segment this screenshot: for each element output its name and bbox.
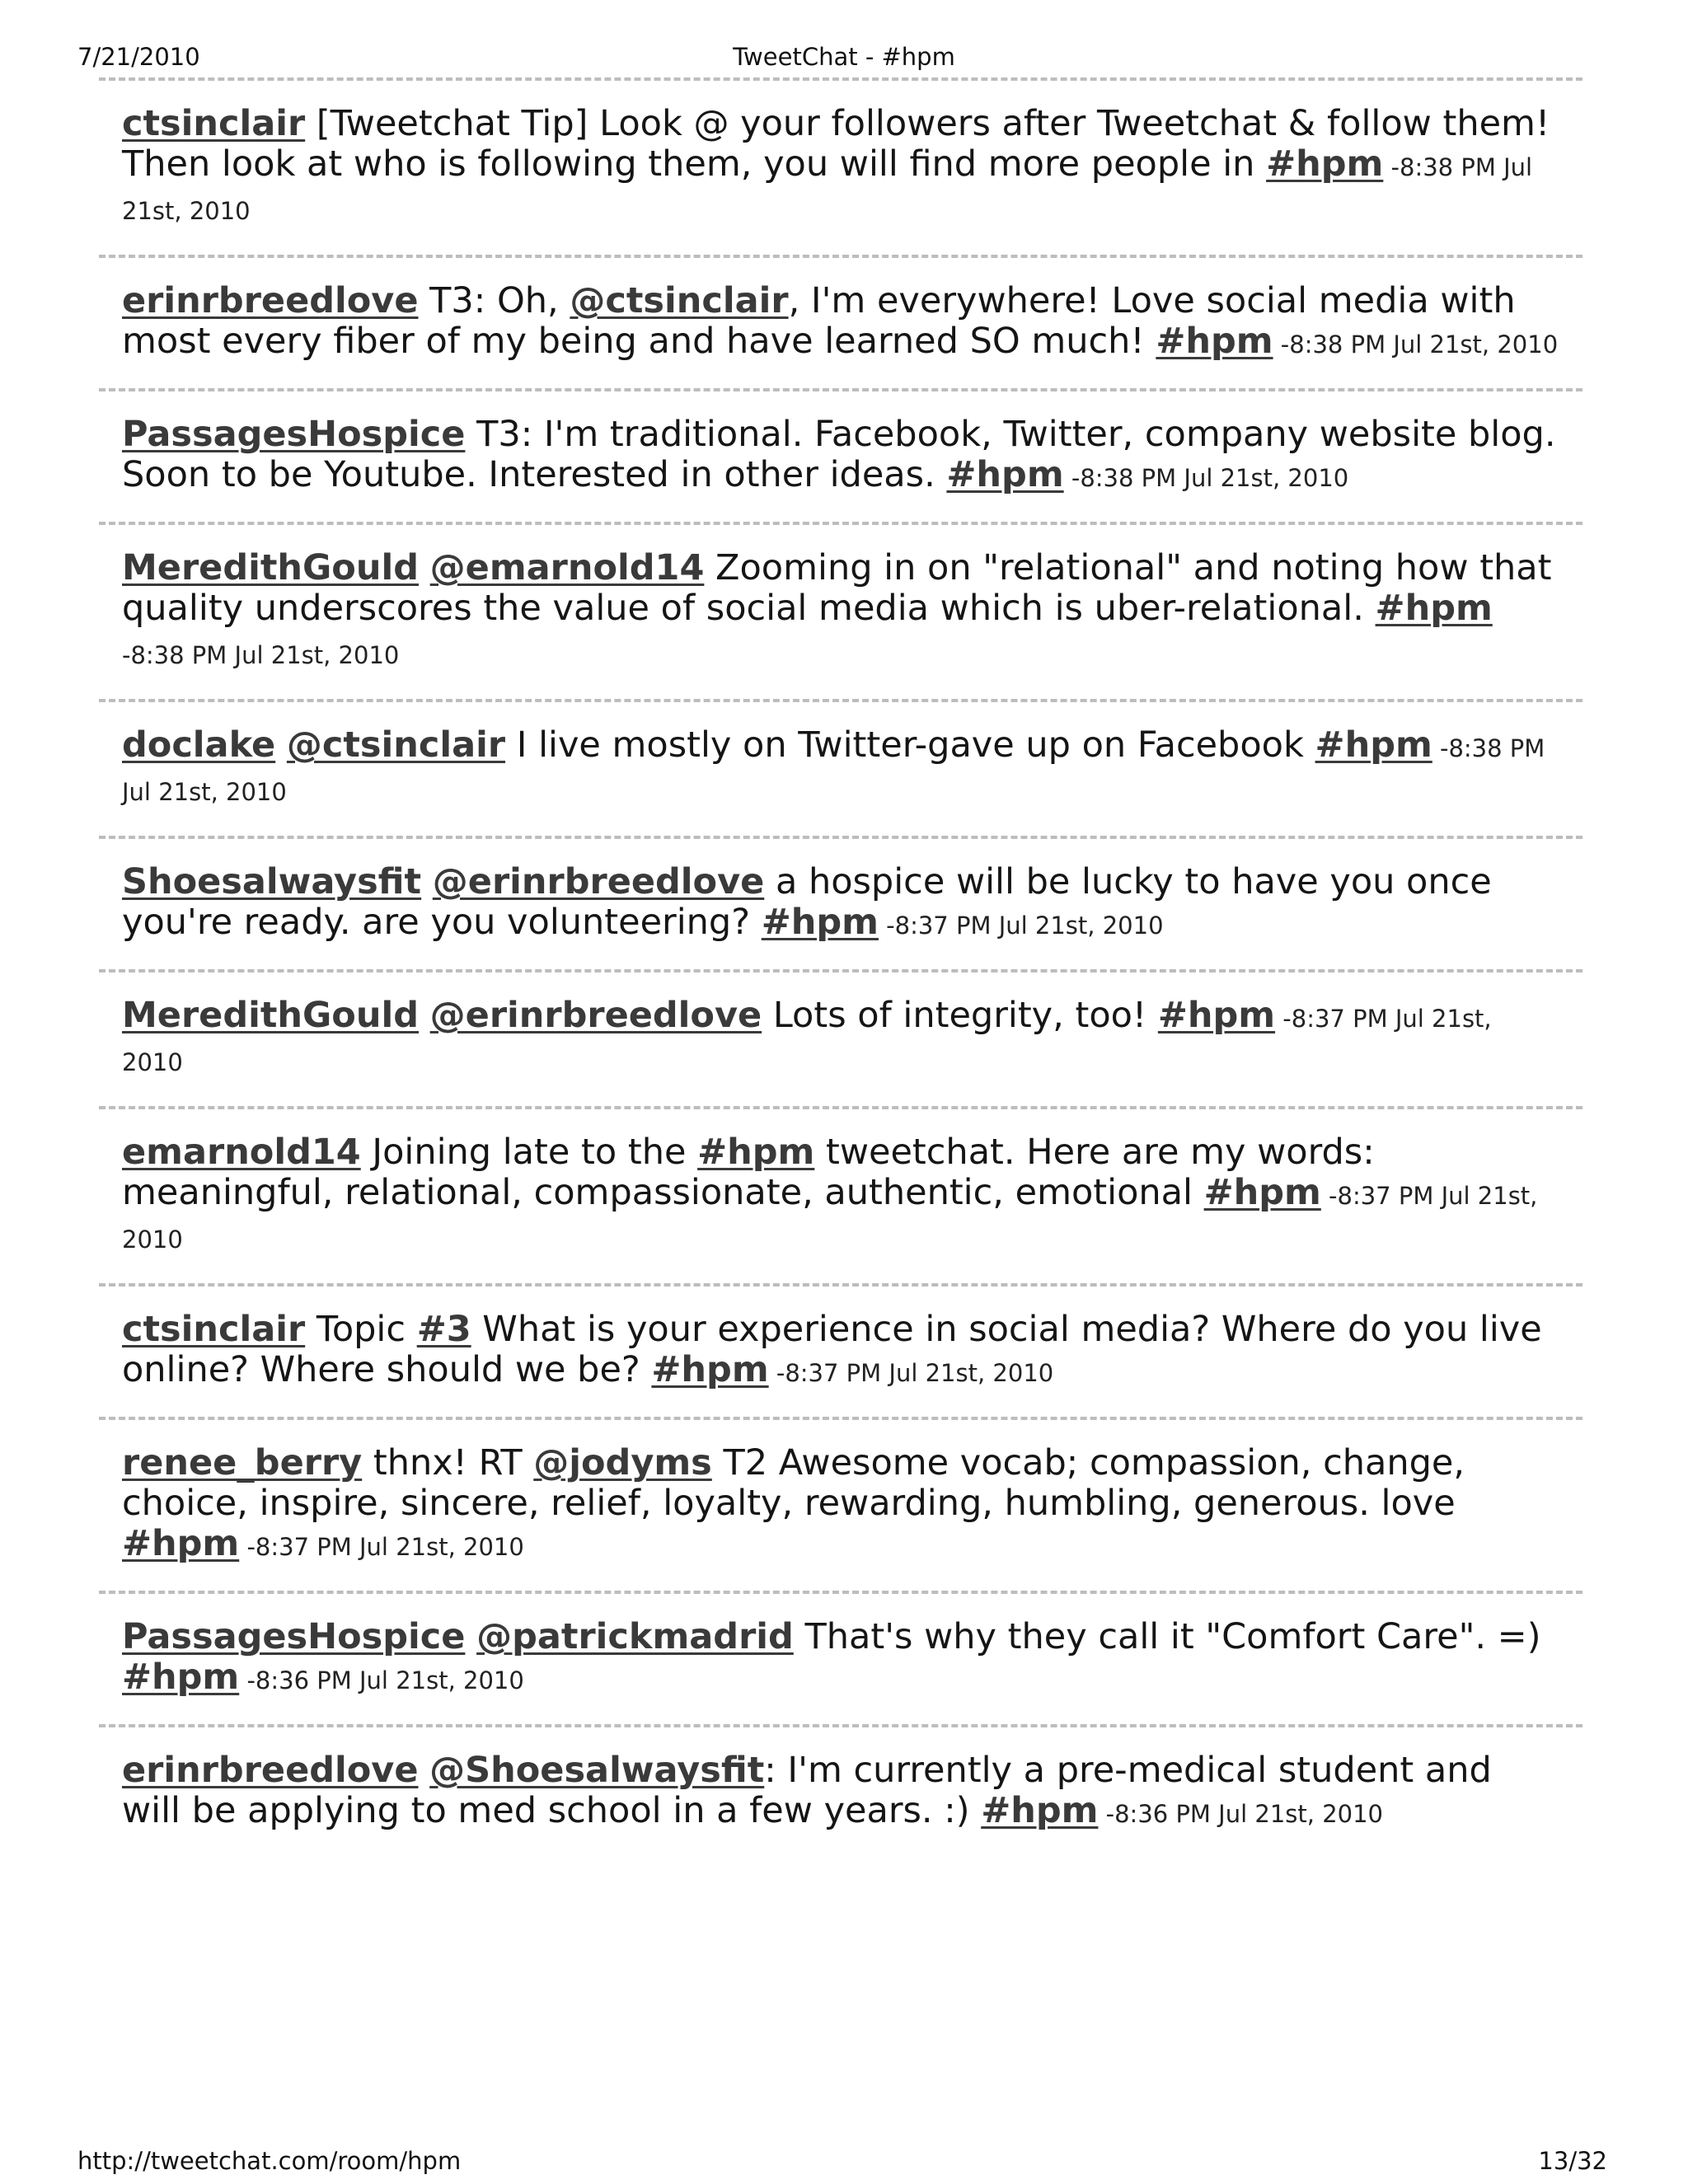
page-url: http://tweetchat.com/room/hpm xyxy=(77,2147,462,2175)
tweet-item xyxy=(99,1420,1582,1591)
hashtag-link[interactable]: #hpm xyxy=(651,1349,769,1390)
tweet-timestamp: -8:37 PM Jul 21st, 2010 xyxy=(239,1533,524,1561)
tweet-text: [Tweetchat Tip] Look @ your followers after Tweetchat & follow them! Then look at who is following them, you will find more people in xyxy=(122,103,1550,185)
tweet-username-link[interactable]: emarnold14 xyxy=(122,1132,361,1173)
mention-link[interactable]: @jodyms xyxy=(533,1442,712,1483)
tweet-item xyxy=(99,839,1582,969)
tweet-timestamp: -8:38 PM Jul 21st, 2010 xyxy=(1273,330,1559,359)
tweet-item xyxy=(99,1727,1582,1858)
tweet-text: That's why they call it "Comfort Care". =) xyxy=(793,1616,1541,1657)
hashtag-link[interactable]: #hpm xyxy=(697,1132,815,1173)
mention-link[interactable]: @erinrbreedlove xyxy=(429,995,762,1036)
mention-link[interactable]: @ctsinclair xyxy=(570,280,789,321)
tweet-timestamp: -8:37 PM Jul 21st, 2010 xyxy=(122,1005,1492,1076)
print-date: 7/21/2010 xyxy=(77,43,200,71)
tweet-text: tweetchat. Here are my words: meaningful, relational, compassionate, authentic, emotional xyxy=(122,1132,1375,1213)
tweet-item xyxy=(99,1109,1582,1283)
tweet-item xyxy=(99,972,1582,1106)
tweet-text: T3: Oh, xyxy=(418,280,570,321)
tweet-text: Zooming in on "relational" and noting how that quality underscores the value of social media which is uber-relational. xyxy=(122,547,1552,629)
tweet-text xyxy=(419,547,430,588)
mention-link[interactable]: @ctsinclair xyxy=(286,724,506,766)
tweet-username-link[interactable]: MeredithGould xyxy=(122,547,419,588)
tweet-username-link[interactable]: erinrbreedlove xyxy=(122,280,419,321)
tweet-text: I live mostly on Twitter-gave up on Facebook xyxy=(505,724,1315,766)
tweet-timestamp: -8:38 PM Jul 21st, 2010 xyxy=(122,641,400,669)
hashtag-link[interactable]: #hpm xyxy=(1157,995,1276,1036)
tweet-timestamp: -8:37 PM Jul 21st, 2010 xyxy=(878,912,1164,940)
mention-link[interactable]: @emarnold14 xyxy=(429,547,705,588)
tweet-item xyxy=(99,1286,1582,1417)
mention-link[interactable]: @Shoesalwaysfit xyxy=(429,1750,765,1791)
tweet-text xyxy=(419,995,430,1036)
tweet-username-link[interactable]: MeredithGould xyxy=(122,995,419,1036)
tweet-username-link[interactable]: doclake xyxy=(122,724,276,766)
tweet-timestamp: -8:38 PM Jul 21st, 2010 xyxy=(1063,464,1349,492)
tweet-text: Topic xyxy=(305,1309,417,1350)
mention-link[interactable]: @erinrbreedlove xyxy=(432,861,765,902)
tweet-username-link[interactable]: ctsinclair xyxy=(122,1309,306,1350)
tweet-username-link[interactable]: Shoesalwaysfit xyxy=(122,861,422,902)
hashtag-link[interactable]: #hpm xyxy=(1315,724,1432,766)
page-title: TweetChat - #hpm xyxy=(733,43,955,71)
hashtag-link[interactable]: #hpm xyxy=(1156,321,1273,362)
mention-link[interactable]: @patrickmadrid xyxy=(476,1616,794,1657)
tweet-text: a hospice will be lucky to have you once you're ready. are you volunteering? xyxy=(122,861,1492,943)
tweet-timestamp: -8:36 PM Jul 21st, 2010 xyxy=(239,1666,524,1694)
tweet-text: Lots of integrity, too! xyxy=(762,995,1158,1036)
print-header xyxy=(0,43,1688,79)
tweet-text xyxy=(275,724,287,766)
tweet-username-link[interactable]: erinrbreedlove xyxy=(122,1750,419,1791)
tweet-text: T3: I'm traditional. Facebook, Twitter, company website blog. Soon to be Youtube. Interested in other ideas. xyxy=(122,414,1556,495)
hashtag-link[interactable]: #hpm xyxy=(122,1657,240,1698)
hashtag-link[interactable]: #hpm xyxy=(1375,588,1493,629)
tweet-item xyxy=(99,1594,1582,1724)
tweet-username-link[interactable]: renee_berry xyxy=(122,1442,363,1483)
tweet-timestamp: -8:36 PM Jul 21st, 2010 xyxy=(1098,1800,1384,1828)
tweet-username-link[interactable]: ctsinclair xyxy=(122,103,306,144)
tweet-timestamp: -8:37 PM Jul 21st, 2010 xyxy=(768,1359,1054,1387)
hashtag-link[interactable]: #3 xyxy=(416,1309,471,1350)
tweet-text: : I'm currently a pre-medical student and will be applying to med school in a few years. :) xyxy=(122,1750,1492,1831)
tweet-item xyxy=(99,391,1582,522)
tweet-timestamp: -8:38 PM Jul 21st, 2010 xyxy=(122,734,1545,806)
tweet-text xyxy=(419,1750,430,1791)
page-number: 13/32 xyxy=(1538,2147,1607,2175)
hashtag-link[interactable]: #hpm xyxy=(761,902,879,943)
tweet-item xyxy=(99,702,1582,836)
hashtag-link[interactable]: #hpm xyxy=(946,454,1064,495)
hashtag-link[interactable]: #hpm xyxy=(981,1790,1099,1831)
tweet-text: T2 Awesome vocab; compassion, change, choice, inspire, sincere, relief, loyalty, rewarding, humbling, generous. love xyxy=(122,1442,1465,1524)
tweet-item xyxy=(99,525,1582,699)
hashtag-link[interactable]: #hpm xyxy=(1266,143,1384,185)
tweet-timestamp: -8:38 PM Jul 21st, 2010 xyxy=(122,153,1533,225)
tweet-text xyxy=(465,1616,476,1657)
tweet-text: Joining late to the xyxy=(360,1132,698,1173)
tweet-text xyxy=(421,861,433,902)
tweet-text: , I'm everywhere! Love social media with most every fiber of my being and have learned SO much! xyxy=(122,280,1516,362)
tweet-item xyxy=(99,258,1582,388)
hashtag-link[interactable]: #hpm xyxy=(122,1523,240,1564)
tweet-username-link[interactable]: PassagesHospice xyxy=(122,1616,466,1657)
tweet-item xyxy=(99,81,1582,255)
hashtag-link[interactable]: #hpm xyxy=(1203,1172,1321,1213)
tweet-text: What is your experience in social media? Where do you live online? Where should we be? xyxy=(122,1309,1542,1390)
tweet-username-link[interactable]: PassagesHospice xyxy=(122,414,466,455)
tweet-feed xyxy=(99,77,1582,1858)
tweet-text: thnx! RT xyxy=(362,1442,534,1483)
tweet-timestamp: -8:37 PM Jul 21st, 2010 xyxy=(122,1182,1538,1254)
